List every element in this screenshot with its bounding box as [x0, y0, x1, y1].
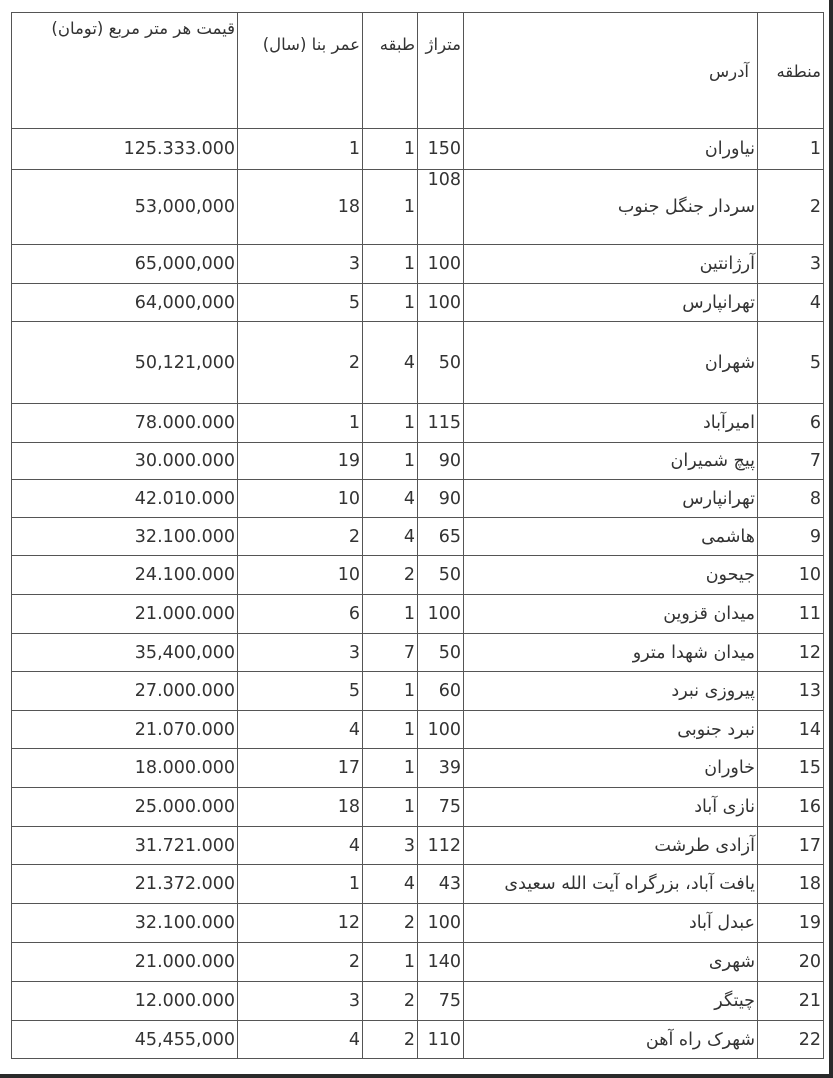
- floor-cell: 2: [363, 982, 418, 1021]
- table-body: [12, 129, 824, 1059]
- table-row: [12, 982, 824, 1021]
- area-cell: 100: [418, 245, 464, 284]
- price-cell: 24.100.000: [12, 556, 238, 595]
- age-cell: 3: [238, 982, 363, 1021]
- address-cell: آزادی طرشت: [464, 827, 758, 865]
- address-cell: چیتگر: [464, 982, 758, 1021]
- price-cell: 125.333.000: [12, 129, 238, 170]
- region-cell: 12: [758, 634, 824, 672]
- table-row: [12, 595, 824, 634]
- price-cell: 32.100.000: [12, 904, 238, 943]
- area-cell: 75: [418, 788, 464, 827]
- region-cell: 4: [758, 284, 824, 322]
- header-region: منطقه: [758, 13, 824, 129]
- age-cell: 10: [238, 556, 363, 595]
- table-row: [12, 170, 824, 245]
- price-cell: 65,000,000: [12, 245, 238, 284]
- table-row: [12, 284, 824, 322]
- region-cell: 10: [758, 556, 824, 595]
- area-cell: 90: [418, 480, 464, 518]
- floor-cell: 1: [363, 284, 418, 322]
- header-row: [12, 13, 824, 129]
- address-cell: نبرد جنوبی: [464, 711, 758, 749]
- floor-cell: 4: [363, 865, 418, 904]
- price-cell: 21.372.000: [12, 865, 238, 904]
- area-cell: 112: [418, 827, 464, 865]
- header-floor: طبقه: [363, 13, 418, 129]
- price-cell: 30.000.000: [12, 443, 238, 480]
- floor-cell: 1: [363, 404, 418, 443]
- age-cell: 1: [238, 404, 363, 443]
- age-cell: 2: [238, 322, 363, 404]
- age-cell: 18: [238, 788, 363, 827]
- age-cell: 5: [238, 672, 363, 711]
- price-table: [11, 12, 824, 1059]
- area-cell: 100: [418, 711, 464, 749]
- area-cell: 100: [418, 595, 464, 634]
- floor-cell: 1: [363, 245, 418, 284]
- age-cell: 2: [238, 943, 363, 982]
- area-cell: 75: [418, 982, 464, 1021]
- region-cell: 2: [758, 170, 824, 245]
- age-cell: 17: [238, 749, 363, 788]
- area-cell: 140: [418, 943, 464, 982]
- price-cell: 45,455,000: [12, 1021, 238, 1059]
- address-cell: نیاوران: [464, 129, 758, 170]
- table-row: [12, 443, 824, 480]
- table-row: [12, 518, 824, 556]
- area-cell: 60: [418, 672, 464, 711]
- age-cell: 1: [238, 129, 363, 170]
- floor-cell: 1: [363, 672, 418, 711]
- price-cell: 18.000.000: [12, 749, 238, 788]
- price-cell: 31.721.000: [12, 827, 238, 865]
- floor-cell: 2: [363, 904, 418, 943]
- area-cell: 100: [418, 284, 464, 322]
- floor-cell: 1: [363, 170, 418, 245]
- area-cell: 100: [418, 904, 464, 943]
- area-cell: 50: [418, 634, 464, 672]
- floor-cell: 1: [363, 443, 418, 480]
- area-cell: 50: [418, 322, 464, 404]
- age-cell: 4: [238, 827, 363, 865]
- price-cell: 21.000.000: [12, 943, 238, 982]
- table-row: [12, 634, 824, 672]
- region-cell: 6: [758, 404, 824, 443]
- age-cell: 2: [238, 518, 363, 556]
- age-cell: 4: [238, 711, 363, 749]
- region-cell: 19: [758, 904, 824, 943]
- age-cell: 3: [238, 245, 363, 284]
- region-cell: 5: [758, 322, 824, 404]
- area-cell: 65: [418, 518, 464, 556]
- area-cell: 150: [418, 129, 464, 170]
- floor-cell: 3: [363, 827, 418, 865]
- age-cell: 1: [238, 865, 363, 904]
- age-cell: 6: [238, 595, 363, 634]
- table-row: [12, 865, 824, 904]
- region-cell: 20: [758, 943, 824, 982]
- address-cell: یافت آباد، بزرگراه آیت الله سعیدی: [464, 865, 758, 904]
- floor-cell: 4: [363, 480, 418, 518]
- floor-cell: 1: [363, 749, 418, 788]
- area-cell: 39: [418, 749, 464, 788]
- address-cell: پیروزی نبرد: [464, 672, 758, 711]
- region-cell: 7: [758, 443, 824, 480]
- price-cell: 25.000.000: [12, 788, 238, 827]
- region-cell: 14: [758, 711, 824, 749]
- price-cell: 27.000.000: [12, 672, 238, 711]
- address-cell: شهری: [464, 943, 758, 982]
- table-row: [12, 827, 824, 865]
- table-row: [12, 711, 824, 749]
- region-cell: 11: [758, 595, 824, 634]
- table-row: [12, 943, 824, 982]
- price-cell: 35,400,000: [12, 634, 238, 672]
- address-cell: سردار جنگل جنوب: [464, 170, 758, 245]
- area-cell: 115: [418, 404, 464, 443]
- price-cell: 21.070.000: [12, 711, 238, 749]
- header-age: عمر بنا (سال): [238, 13, 363, 129]
- age-cell: 12: [238, 904, 363, 943]
- floor-cell: 4: [363, 518, 418, 556]
- header-area: متراژ: [418, 13, 464, 129]
- area-cell: 110: [418, 1021, 464, 1059]
- address-cell: تهرانپارس: [464, 480, 758, 518]
- address-cell: آرژانتین: [464, 245, 758, 284]
- address-cell: میدان شهدا مترو: [464, 634, 758, 672]
- address-cell: جیحون: [464, 556, 758, 595]
- address-cell: میدان قزوین: [464, 595, 758, 634]
- address-cell: هاشمی: [464, 518, 758, 556]
- table-row: [12, 749, 824, 788]
- header-price: قیمت هر متر مربع (تومان): [12, 13, 238, 129]
- region-cell: 8: [758, 480, 824, 518]
- age-cell: 19: [238, 443, 363, 480]
- address-cell: امیرآباد: [464, 404, 758, 443]
- age-cell: 5: [238, 284, 363, 322]
- age-cell: 3: [238, 634, 363, 672]
- floor-cell: 4: [363, 322, 418, 404]
- table-row: [12, 404, 824, 443]
- address-cell: شهران: [464, 322, 758, 404]
- area-cell: 108: [418, 170, 464, 245]
- table-row: [12, 245, 824, 284]
- region-cell: 13: [758, 672, 824, 711]
- area-cell: 90: [418, 443, 464, 480]
- area-cell: 43: [418, 865, 464, 904]
- table-row: [12, 556, 824, 595]
- table-row: [12, 1021, 824, 1059]
- table-row: [12, 904, 824, 943]
- region-cell: 9: [758, 518, 824, 556]
- area-cell: 50: [418, 556, 464, 595]
- address-cell: پیچ شمیران: [464, 443, 758, 480]
- floor-cell: 1: [363, 129, 418, 170]
- region-cell: 16: [758, 788, 824, 827]
- address-cell: خاوران: [464, 749, 758, 788]
- region-cell: 15: [758, 749, 824, 788]
- address-cell: تهرانپارس: [464, 284, 758, 322]
- header-address: آدرس: [464, 13, 758, 129]
- table-row: [12, 672, 824, 711]
- price-cell: 64,000,000: [12, 284, 238, 322]
- price-cell: 50,121,000: [12, 322, 238, 404]
- table-row: [12, 129, 824, 170]
- floor-cell: 1: [363, 711, 418, 749]
- address-cell: شهرک راه آهن: [464, 1021, 758, 1059]
- floor-cell: 1: [363, 595, 418, 634]
- floor-cell: 1: [363, 788, 418, 827]
- age-cell: 18: [238, 170, 363, 245]
- price-cell: 21.000.000: [12, 595, 238, 634]
- price-cell: 12.000.000: [12, 982, 238, 1021]
- floor-cell: 1: [363, 943, 418, 982]
- address-cell: نازی آباد: [464, 788, 758, 827]
- price-cell: 32.100.000: [12, 518, 238, 556]
- region-cell: 3: [758, 245, 824, 284]
- price-cell: 78.000.000: [12, 404, 238, 443]
- region-cell: 21: [758, 982, 824, 1021]
- floor-cell: 7: [363, 634, 418, 672]
- price-cell: 42.010.000: [12, 480, 238, 518]
- address-cell: عبدل آباد: [464, 904, 758, 943]
- region-cell: 18: [758, 865, 824, 904]
- region-cell: 17: [758, 827, 824, 865]
- floor-cell: 2: [363, 1021, 418, 1059]
- table-row: [12, 322, 824, 404]
- age-cell: 4: [238, 1021, 363, 1059]
- floor-cell: 2: [363, 556, 418, 595]
- region-cell: 1: [758, 129, 824, 170]
- table-row: [12, 480, 824, 518]
- price-cell: 53,000,000: [12, 170, 238, 245]
- age-cell: 10: [238, 480, 363, 518]
- region-cell: 22: [758, 1021, 824, 1059]
- table-row: [12, 788, 824, 827]
